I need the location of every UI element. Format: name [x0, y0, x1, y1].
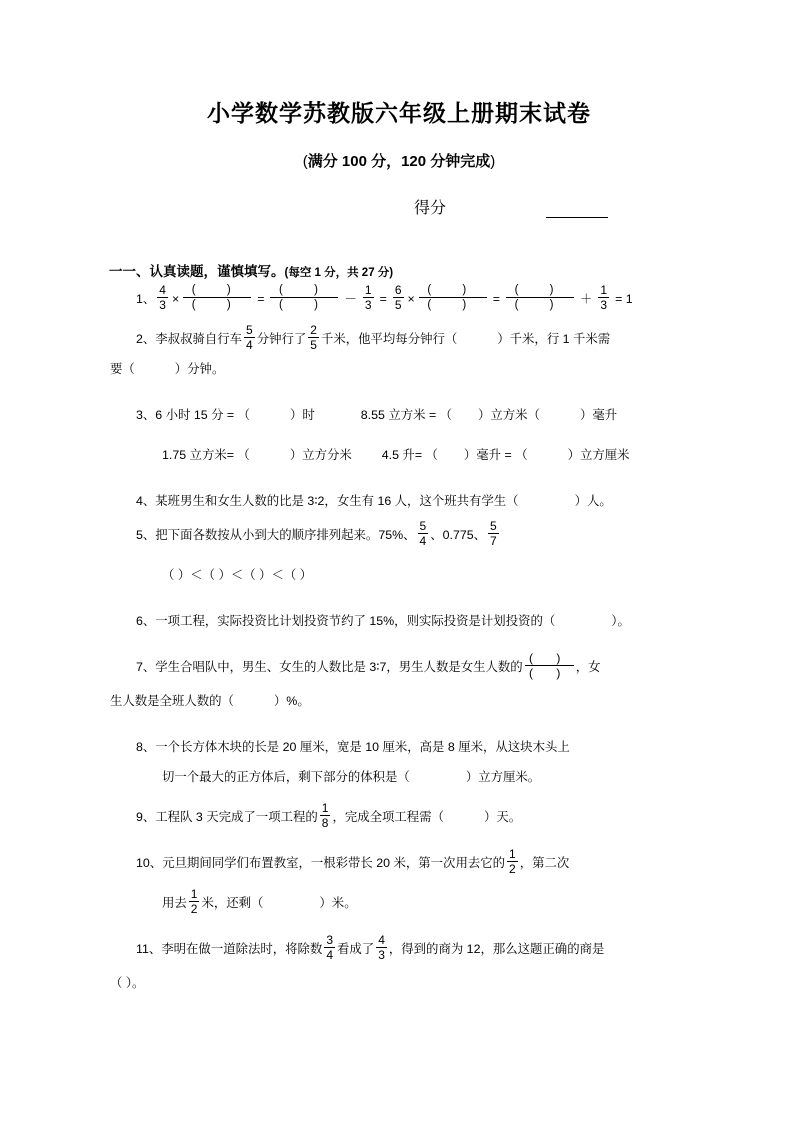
q11-fraction-2 — [376, 934, 387, 962]
q1-f5-numerator: 6 — [394, 282, 402, 297]
question-2-line-1 — [110, 324, 688, 354]
question-7-line-1 — [110, 652, 688, 682]
q3-line1-d: ）立方米（ — [478, 407, 540, 422]
q9-f-numerator: 1 — [321, 800, 329, 815]
q11-text-b: 看成了 — [337, 941, 375, 956]
question-10-line-2 — [110, 888, 688, 918]
score-box — [110, 195, 688, 218]
q1-minus: － — [344, 291, 357, 306]
section-heading-text: 一一、认真读题，谨慎填写。 — [109, 263, 285, 279]
q9-f-denominator: 8 — [321, 816, 329, 831]
q1-fraction-6-blank[interactable] — [419, 284, 487, 311]
score-blank-line[interactable] — [546, 205, 608, 218]
section-points-text: (每空 1 分，共 27 分) — [284, 266, 394, 279]
q1-f7-denominator[interactable]: ( ) — [514, 299, 568, 312]
q2-fraction-1 — [244, 324, 255, 352]
q10-line2-c: ）米。 — [319, 895, 357, 910]
q7-f-numerator[interactable]: ( ) — [525, 652, 574, 667]
q6-number: 6、 — [136, 613, 156, 628]
q9-fraction — [320, 802, 331, 830]
q5-f2-denominator: 7 — [490, 534, 497, 549]
q2-fraction-2 — [308, 324, 319, 352]
q4-number: 4、 — [136, 493, 156, 508]
q5-f2-numerator: 5 — [490, 518, 497, 533]
subtitle-close-paren: ) — [490, 152, 496, 170]
question-11-line-1 — [110, 934, 688, 964]
q10-fraction-2 — [189, 888, 200, 916]
q3-line1-b: ）时 — [289, 407, 315, 422]
q1-f1-denominator: 3 — [159, 298, 166, 313]
q2-f2-denominator: 5 — [310, 338, 317, 353]
q10-fraction-1 — [507, 848, 518, 876]
q1-fraction-1 — [157, 284, 168, 312]
question-1 — [110, 284, 688, 314]
q2-line2-prefix: 要（ — [110, 361, 135, 376]
q9-text-a: 工程队 3 天完成了一项工程的 — [155, 809, 318, 824]
q10-text-b: ，第二次 — [519, 855, 570, 870]
q11-fraction-1 — [324, 934, 335, 962]
q1-fraction-3-blank[interactable] — [270, 284, 338, 311]
q10-f1-numerator: 1 — [509, 846, 516, 861]
q2-f2-numerator: 2 — [310, 322, 317, 337]
q1-f5-denominator: 5 — [394, 298, 402, 313]
q8-line2-b: ）立方厘米。 — [465, 769, 541, 784]
q5-separator: 、0.775、 — [430, 527, 487, 542]
q1-f8-denominator: 3 — [600, 298, 608, 313]
question-10-line-1 — [110, 848, 688, 878]
q11-f1-denominator: 4 — [326, 948, 334, 963]
question-7-line-2 — [110, 686, 688, 716]
q11-f2-numerator: 4 — [378, 932, 385, 947]
q5-f1-denominator: 4 — [419, 534, 427, 549]
q1-equals-1: = — [257, 291, 265, 306]
question-11-line-2[interactable]: （ ）。 — [110, 975, 145, 990]
q6-text-b: ）。 — [611, 613, 630, 628]
question-5-answer-line[interactable]: （ ）＜（ ）＜（ ）＜（ ） — [162, 567, 313, 582]
question-9 — [110, 802, 688, 832]
q10-f2-numerator: 1 — [190, 886, 198, 901]
q5-f1-numerator: 5 — [419, 518, 427, 533]
q11-number: 11、 — [136, 941, 162, 956]
question-4 — [110, 486, 688, 516]
question-8-line-1 — [110, 732, 688, 762]
q1-number: 1、 — [136, 291, 156, 306]
q1-f3-denominator[interactable]: ( ) — [279, 299, 332, 312]
q1-fraction-8 — [598, 284, 609, 312]
q1-fraction-7-blank[interactable] — [506, 284, 574, 311]
question-3-line-2 — [110, 440, 688, 470]
q3-line1-c: 8.55 立方米 = （ — [360, 407, 453, 422]
q2-f1-denominator: 4 — [246, 338, 253, 353]
q4-text-b: ）人。 — [574, 493, 612, 508]
q2-line2-suffix: ）分钟。 — [174, 361, 225, 376]
q7-number: 7、 — [136, 659, 156, 674]
question-8-line-2 — [110, 762, 688, 792]
q11-f1-numerator: 3 — [326, 932, 334, 947]
q6-text-a: 一项工程，实际投资比计划投资节约了 15%，则实际投资是计划投资的（ — [155, 613, 556, 628]
q3-line2-c: 4.5 升= （ — [381, 447, 438, 462]
q11-text-a: 李明在做一道除法时，将除数 — [161, 941, 323, 956]
q5-text: 把下面各数按从小到大的顺序排列起来。75%、 — [155, 527, 416, 542]
q7-f-denominator[interactable]: ( ) — [529, 666, 571, 681]
q1-times-2: × — [407, 291, 415, 306]
q7-line2-b: ）%。 — [273, 693, 310, 708]
q3-line2-a: 1.75 立方米= （ — [162, 447, 250, 462]
q2-text-part-4: ）千米，行 1 千米需 — [497, 331, 611, 346]
q1-f7-numerator[interactable]: ( ) — [506, 284, 574, 298]
q5-fraction-2 — [488, 520, 499, 548]
q2-text-part-2: 分钟行了 — [256, 331, 307, 346]
q1-f8-numerator: 1 — [600, 282, 608, 297]
q1-f6-numerator[interactable]: ( ) — [419, 284, 487, 298]
subtitle-open-paren: ( — [302, 152, 308, 170]
q1-f4-denominator: 3 — [364, 298, 372, 313]
q8-number: 8、 — [136, 739, 156, 754]
q7-line2-a: 生人数是全班人数的（ — [110, 693, 234, 708]
subtitle-text: 满分 100 分，120 分钟完成 — [307, 152, 491, 170]
q7-text-a: 学生合唱队中，男生、女生的人数比是 3∶7，男生人数是女生人数的 — [155, 659, 523, 674]
q9-text-c: ）天。 — [483, 809, 522, 824]
q3-line1-a: 6 小时 15 分 = （ — [155, 407, 250, 422]
q10-text-a: 元旦期间同学们布置教室，一根彩带长 20 米，第一次用去它的 — [162, 855, 506, 870]
q1-f3-numerator[interactable]: ( ) — [270, 284, 338, 298]
q1-fraction-2-blank[interactable] — [183, 284, 251, 311]
q10-line2-b: 米，还剩（ — [201, 895, 264, 910]
q7-text-b: ，女 — [575, 659, 601, 674]
q1-fraction-4 — [363, 284, 374, 312]
q2-f1-numerator: 5 — [246, 322, 253, 337]
q1-f4-numerator: 1 — [364, 282, 372, 297]
q2-text-part-3: 千米，他平均每分钟行（ — [320, 331, 458, 346]
q10-f2-denominator: 2 — [190, 902, 198, 917]
q3-line2-e: ）立方厘米 — [567, 447, 630, 462]
question-2-line-2 — [110, 354, 688, 384]
q11-f2-denominator: 3 — [378, 948, 385, 963]
q3-line1-e: ）毫升 — [579, 407, 618, 422]
q2-text-part-1: 李叔叔骑自行车 — [155, 331, 243, 346]
page-title: 小学数学苏教版六年级上册期末试卷 — [207, 100, 591, 126]
q7-fraction-blank[interactable] — [525, 652, 574, 680]
q10-f1-denominator: 2 — [509, 862, 516, 877]
question-3-line-1 — [110, 400, 688, 430]
q2-number: 2、 — [136, 331, 156, 346]
q9-number: 9、 — [136, 809, 156, 824]
question-5-line-1 — [110, 520, 688, 550]
q8-line-1: 一个长方体木块的长是 20 厘米，宽是 10 厘米，高是 8 厘米，从这块木头上 — [155, 739, 570, 754]
q1-f6-denominator[interactable]: ( ) — [427, 299, 481, 312]
q10-number: 10、 — [136, 855, 163, 870]
q3-number: 3、 — [136, 407, 156, 422]
exam-subtitle — [110, 150, 688, 171]
q1-equals-4: = 1 — [615, 291, 633, 306]
q5-number: 5、 — [136, 527, 156, 542]
q4-text-a: 某班男生和女生人数的比是 3∶2，女生有 16 人，这个班共有学生（ — [155, 493, 519, 508]
q10-line2-a: 用去 — [162, 895, 187, 910]
q1-equals-2: = — [379, 291, 387, 306]
q3-line2-b: ）立方分米 — [289, 447, 352, 462]
score-label: 得分 — [413, 199, 446, 217]
q8-line2-a: 切一个最大的正方体后，剩下部分的体积是（ — [162, 769, 410, 784]
section-header-fill-in — [109, 260, 688, 280]
q5-fraction-1 — [418, 520, 429, 548]
q1-equals-3: = — [492, 291, 500, 306]
question-6 — [110, 606, 688, 636]
q1-f1-numerator: 4 — [159, 282, 166, 297]
q1-times-1: × — [171, 291, 180, 306]
q1-f2-denominator[interactable]: ( ) — [191, 299, 245, 312]
q3-line2-d: ）毫升 = （ — [463, 447, 528, 462]
q9-text-b: ，完成全项工程需（ — [332, 809, 444, 824]
q1-f2-numerator[interactable]: ( ) — [183, 284, 251, 298]
q1-plus: ＋ — [580, 291, 593, 306]
q11-text-c: ，得到的商为 12，那么这题正确的商是 — [388, 941, 605, 956]
q1-fraction-5 — [393, 284, 404, 312]
